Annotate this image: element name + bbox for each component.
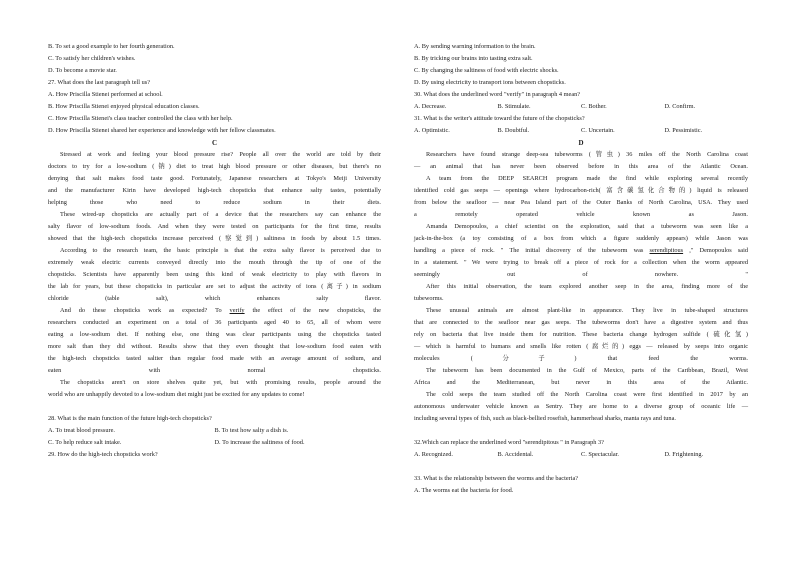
passage-line: including several types of fish, such as black-bellied rosefish, hammerhead sharks, manta rays and tuna. (414, 415, 676, 422)
passage-line: eating a low-sodium diet. If nothing else, one thing was clear participants using the chopsticks tasted (48, 331, 381, 338)
passage-line: seemingly out of nowhere. " (414, 271, 748, 278)
passage-line: — which is harmful to humans and smells like rotten (腐烂的) eggs — released by seeps into organic (414, 343, 748, 350)
question-30-options (414, 101, 748, 113)
passage-line: tubeworms. (414, 295, 444, 302)
underlined-word: verify (229, 307, 245, 314)
option-31a[interactable]: A. Optimistic. (414, 127, 450, 134)
passage-line: — an animal that has never been observed before in this area of the Atlantic Ocean. (414, 163, 748, 170)
passage-line: extremely weak electric currents conveyed directly into the mouth through the tip of one of the (48, 259, 381, 266)
section-heading-c: C (211, 139, 218, 147)
option-33a[interactable]: A. The worms eat the bacteria for food. (414, 487, 514, 494)
passage-line: Researchers have found strange deep-sea tubeworms (管虫) 36 miles off the North Carolina coast (426, 151, 748, 158)
option-28d[interactable]: D. To increase the saltiness of food. (214, 439, 305, 446)
underlined-word: serendipitous (649, 247, 684, 254)
question-31: 31. What is the writer's attitude toward the future of the chopsticks? (414, 115, 585, 122)
passage-line: from below the seafloor — near Pea Island part of the Outer Banks of North Carolina, USA. They used (414, 199, 748, 206)
passage-line: the high-tech chopsticks tasted saltier than regular food made with an average amount of sodium, and (48, 355, 381, 362)
passage-d (414, 149, 748, 425)
option-29d[interactable]: D. By using electricity to transport ions between chopsticks. (414, 79, 566, 86)
passage-line: helping those who need to reduce sodium in their diets. (48, 199, 381, 206)
passage-line: more salt than they did without. Results show that they even thought that low-sodium food eaten with (48, 343, 381, 350)
passage-line: researchers conducted an experiment on a total of 36 participants aged 40 to 65, all of whom were (48, 319, 381, 326)
passage-line: world who are unhappily devoted to a low-sodium diet might just be excited for any updates to come! (48, 391, 305, 398)
option-28a[interactable]: A. To treat blood pressure. (48, 427, 115, 434)
passage-line: eaten with normal chopsticks. (48, 367, 381, 374)
question-29: 29. How do the high-tech chopsticks work? (48, 451, 158, 458)
passage-line: The tubeworm has been documented in the Gulf of Mexico, parts of the Caribbean, Brazil, West (426, 367, 748, 374)
left-top-line: 27. What does the last paragraph tell us? (48, 79, 151, 86)
passage-line: According to the research team, the basic principle is that the extra salty flavor is perceived due to (60, 247, 381, 254)
right-column (414, 41, 748, 497)
option-30c[interactable]: C. Bother. (581, 103, 607, 110)
left-top-line: D. How Priscilla Stienei shared her experience and knowledge with her fellow classmates. (48, 127, 276, 134)
section-heading-d: D (578, 139, 584, 147)
passage-line: jack-in-the-box (a toy consisting of a box from which a figure suddenly appears) while Jason was (414, 235, 748, 242)
option-30a[interactable]: A. Decrease. (414, 103, 447, 110)
passage-line: These wired-up chopsticks are actually part of a device that the researchers say can enhance the (60, 211, 381, 218)
passage-c (48, 149, 381, 401)
option-31b[interactable]: B. Doubtful. (497, 127, 530, 134)
left-top-line: C. To satisfy her children's wishes. (48, 55, 136, 62)
passage-line: in a statement. " We were trying to break off a piece of rock for a collection when the worm appeared (414, 259, 748, 266)
passage-line: the lab for years, but these chopsticks in particular are set to adjust the activity of ions (离子) in sodium (48, 283, 381, 290)
left-top-lines (48, 41, 381, 137)
passage-line: and the manufacturer Kirin have developed high-tech chopsticks that enhance salty tastes, potentially (48, 187, 381, 194)
question-32: 32.Which can replace the underlined word "serendipitous " in Paragraph 3? (414, 439, 604, 446)
option-30d[interactable]: D. Confirm. (664, 103, 696, 110)
passage-line: chloride (table salt), which enhances salty flavor. (48, 295, 381, 302)
passage-line: denying that salt makes food taste good. Fortunately, Japanese researchers at Tokyo's Meiji University (48, 175, 381, 182)
question-28: 28. What is the main function of the future high-tech chopsticks? (48, 415, 212, 422)
option-29a[interactable]: A. By sending warning information to the brain. (414, 43, 536, 50)
option-30b[interactable]: B. Stimulate. (497, 103, 531, 110)
question-33: 33. What is the relationship between the worms and the bacteria? (414, 475, 579, 482)
option-28b[interactable]: B. To test how salty a dish is. (214, 427, 289, 434)
passage-line: The chopsticks aren't on store shelves quite yet, but with promising results, people around the (60, 379, 381, 386)
question-31-options (414, 125, 748, 137)
passage-line: And do these chopsticks work as expected? To verify the effect of the new chopsticks, the (60, 307, 381, 314)
passage-line: that are connected to the seafloor near gas seeps. The tubeworms don't have a digestive system and thus (414, 319, 748, 326)
passage-line: A team from the DEEP SEARCH program made the find while exploring several recently (426, 175, 748, 182)
passage-line: Amanda Demopoulos, a chief scientist on the exploration, said that a tubeworm was seen like a (426, 223, 748, 230)
option-31c[interactable]: C. Uncertain. (581, 127, 615, 134)
option-29b[interactable]: B. By tricking our brains into tasting extra salt. (414, 55, 533, 62)
question-30: 30. What does the underlined word "verify" in paragraph 4 mean? (414, 91, 581, 98)
question-28-options-row2 (48, 437, 381, 449)
passage-line: chopsticks. Scientists have apparently been using this kind of weak electricity to play with flavors in (48, 271, 381, 278)
question-28-options-row1 (48, 425, 381, 437)
option-32d[interactable]: D. Frightening. (664, 451, 704, 458)
left-top-line: B. To set a good example to her fourth generation. (48, 43, 175, 50)
passage-line: showed that the high-tech chopsticks increase perceived (察觉到) saltiness in foods by about 1.5 times. (48, 235, 381, 242)
passage-line: handling a piece of rock. " The initial discovery of the tubeworm was serendipitous ," Demopoulos said (414, 247, 748, 254)
left-top-line: D. To become a movie star. (48, 67, 117, 74)
left-top-line: B. How Priscilla Stienei enjoyed physical education classes. (48, 103, 200, 110)
option-32a[interactable]: A. Recognized. (414, 451, 453, 458)
left-top-line: A. How Priscilla Stienei performed at school. (48, 91, 163, 98)
question-32-options (414, 449, 748, 461)
passage-line: doctors to try for a low-sodium (钠) diet to treat high blood pressure or other diseases, but there's no (48, 163, 381, 170)
option-28c[interactable]: C. To help reduce salt intake. (48, 439, 122, 446)
option-32b[interactable]: B. Accidental. (497, 451, 534, 458)
passage-line: molecules (分子) that feed the worms. (414, 355, 748, 362)
passage-line: Africa and the Mediterranean, but never in this area of the Atlantic. (414, 379, 748, 386)
passage-line: Stressed at work and feeling your blood pressure rise? People all over the world are told by their (60, 151, 381, 158)
passage-line: rely on bacteria that live inside them for nutrition. These bacteria change hydrogen sulfide (硫化氢) (414, 331, 748, 338)
passage-line: These unusual animals are almost plant-like in appearance. They live in tube-shaped structures (426, 307, 748, 314)
passage-line: The cold seeps the team studied off the North Carolina coast were first identified in 2017 by an (426, 391, 748, 398)
option-29c[interactable]: C. By changing the saltiness of food with electric shocks. (414, 67, 559, 74)
passage-line: autonomous underwater vehicle known as Sentry. They are home to a diverse group of oceanic life — (414, 403, 748, 410)
option-32c[interactable]: C. Spectacular. (581, 451, 619, 458)
left-top-line: C. How Priscilla Stienei's class teacher controlled the class with her help. (48, 115, 233, 122)
option-31d[interactable]: D. Pessimistic. (664, 127, 703, 134)
passage-line: salty flavor of low-sodium foods. And when they were tested on participants for the first time, results (48, 223, 381, 230)
passage-line: identified cold gas seeps — openings where hydrocarbon-rich( 富含碳氢化合物的) liquid is released (414, 187, 748, 194)
passage-line: a remotely operated vehicle known as Jason. (414, 211, 748, 218)
passage-line: After this initial observation, the team explored another seep in the area, finding more of the (426, 283, 748, 290)
left-column (48, 41, 381, 461)
